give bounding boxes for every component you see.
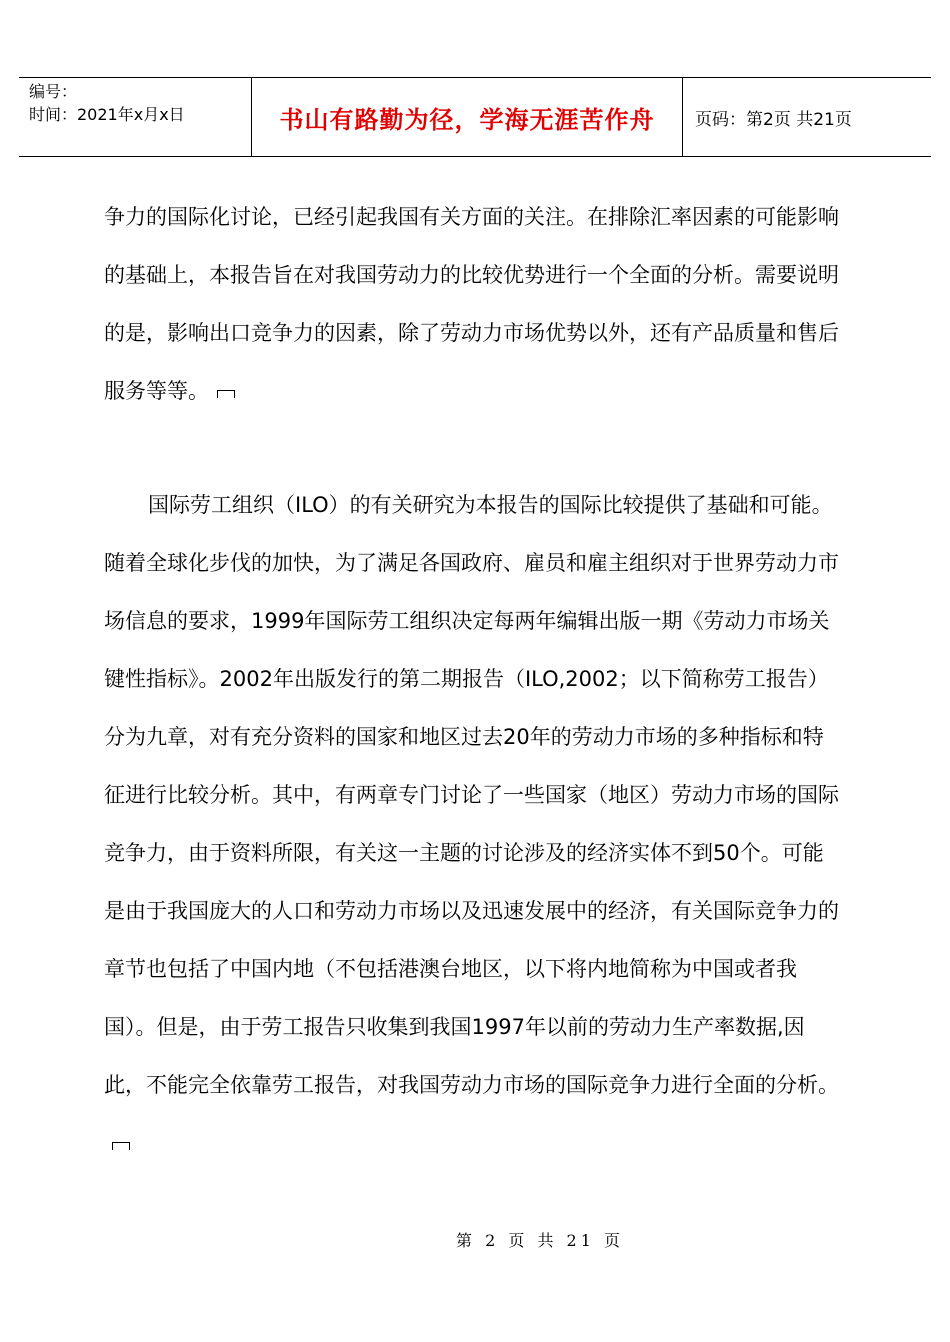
page-header bbox=[19, 77, 931, 157]
page-footer bbox=[0, 1228, 950, 1251]
document-number-label: 编号： bbox=[29, 82, 78, 101]
footer-page-number: 第 2 页 共 21 页 bbox=[456, 1231, 624, 1250]
header-page-info: 页码：第2页 共21页 bbox=[695, 109, 852, 130]
paragraph-1 bbox=[104, 188, 844, 420]
document-date-label: 时间：2021年x月x日 bbox=[29, 105, 185, 124]
header-motto: 书山有路勤为径，学海无涯苦作舟 bbox=[279, 105, 655, 134]
header-meta-cell bbox=[19, 78, 252, 156]
paragraph-mark-icon bbox=[217, 390, 235, 398]
paragraph-mark-icon bbox=[112, 1142, 130, 1150]
header-motto-cell bbox=[252, 78, 683, 156]
header-page-cell bbox=[683, 78, 931, 156]
paragraph-1-text: 争力的国际化讨论，已经引起我国有关方面的关注。在排除汇率因素的可能影响的基础上，本报告旨在对我国劳动力的比较优势进行一个全面的分析。需要说明的是，影响出口竞争力的因素，除了劳动力市场优势以外，还有产品质量和售后服务等等。 bbox=[104, 205, 839, 403]
paragraph-2-text: 国际劳工组织（ILO）的有关研究为本报告的国际比较提供了基础和可能。随着全球化步伐的加快，为了满足各国政府、雇员和雇主组织对于世界劳动力市场信息的要求，1999年国际劳工组织决定每两年编辑出版一期《劳动力市场关键性指标》。2002年出版发行的第二期报告（ILO,2002；以下简称劳工报告）分为九章，对有充分资料的国家和地区过去20年的劳动力市场的多种指标和特征进行比较分析。其中，有两章专门讨论了一些国家（地区）劳动力市场的国际竞争力，由于资料所限，有关这一主题的讨论涉及的经济实体不到50个。可能是由于我国庞大的人口和劳动力市场以及迅速发展中的经济，有关国际竞争力的章节也包括了中国内地（不包括港澳台地区，以下将内地简称为中国或者我国）。但是，由于劳工报告只收集到我国1997年以前的劳动力生产率数据,因此，不能完全依靠劳工报告，对我国劳动力市场的国际竞争力进行全面的分析。 bbox=[104, 493, 839, 1097]
paragraph-2 bbox=[104, 476, 844, 1172]
document-body bbox=[104, 188, 844, 1172]
